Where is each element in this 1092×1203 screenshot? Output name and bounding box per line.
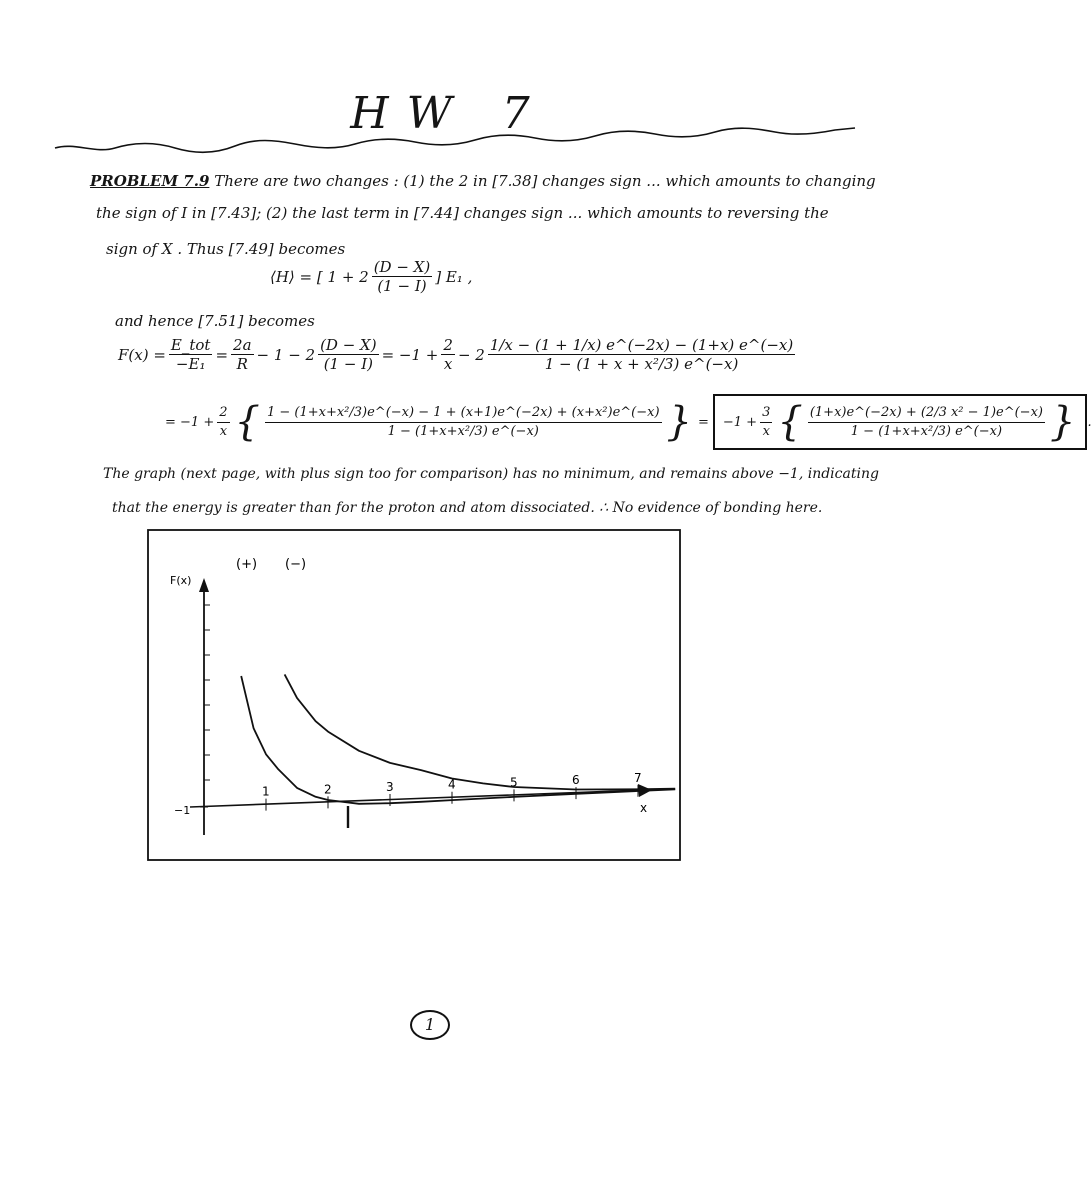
y-ticks	[200, 605, 210, 807]
eq-part: =	[215, 345, 229, 364]
paragraph-line: The graph (next page, with plus sign too for comparison) has no minimum, and remains above −1, indicating	[103, 466, 879, 482]
paragraph-line: the sign of I in [7.43]; (2) the last term in [7.44] changes sign ... which amounts to reversing the	[96, 204, 829, 222]
page-number: 1	[410, 1010, 450, 1040]
denominator: −E₁	[175, 355, 206, 373]
denominator: x	[443, 355, 453, 373]
curve-minus	[285, 674, 676, 789]
x-tick-label: 7	[634, 770, 642, 785]
curve-plus	[241, 676, 675, 804]
wavy-divider	[55, 120, 855, 160]
y-tick-label: −1	[174, 804, 191, 817]
left-brace: {	[234, 399, 260, 445]
numerator: 3	[760, 404, 772, 423]
x-tick-label: 3	[386, 780, 394, 795]
eq-part: =	[697, 414, 709, 430]
fraction	[372, 258, 433, 295]
fraction	[231, 336, 254, 373]
fraction	[441, 336, 455, 373]
paragraph-line	[90, 172, 876, 190]
numerator: (D − X)	[373, 258, 431, 276]
x-tick-label: 1	[262, 784, 270, 799]
curve-label-minus: (−)	[285, 557, 307, 572]
numerator: 2	[217, 404, 229, 423]
x-axis	[190, 790, 645, 807]
left-brace: {	[777, 399, 803, 445]
curve-label-plus: (+)	[236, 557, 258, 572]
denominator: (1 − I)	[377, 277, 427, 295]
eq-part: − 1 − 2	[256, 345, 316, 364]
page-title: HW 7	[350, 88, 548, 139]
eq-part: − 2	[457, 345, 485, 364]
paragraph-line: that the energy is greater than for the proton and atom dissociated. ∴ No evidence of bonding here.	[112, 500, 823, 516]
eq-part: = −1 +	[165, 414, 215, 430]
x-tick-label: 6	[572, 773, 580, 788]
y-axis-arrow	[199, 578, 209, 592]
right-brace: }	[1049, 399, 1076, 445]
eq-part: F(x) =	[118, 345, 166, 364]
eq-part: .	[1087, 414, 1092, 430]
fraction	[760, 404, 772, 441]
x-tick-label: 2	[324, 782, 332, 797]
fraction	[318, 336, 379, 373]
eq-part: = −1 +	[381, 345, 439, 364]
paragraph-text: There are two changes : (1) the 2 in [7.38] changes sign ... which amounts to changing	[214, 172, 876, 190]
graph-frame	[148, 530, 680, 860]
curves	[241, 674, 675, 803]
denominator: R	[236, 355, 248, 373]
equation-expectation-h	[270, 258, 472, 295]
fraction	[808, 404, 1045, 441]
denominator: x	[219, 423, 228, 439]
denominator: 1 − (1 + x + x²/3) e^(−x)	[544, 355, 739, 373]
y-axis-label: F(x)	[170, 574, 192, 587]
eq-part: −1 +	[722, 414, 758, 430]
numerator: 1/x − (1 + 1/x) e^(−2x) − (1+x) e^(−x)	[489, 336, 794, 354]
right-brace: }	[666, 399, 692, 445]
graph-figure	[140, 520, 690, 865]
paragraph-line: and hence [7.51] becomes	[115, 312, 315, 330]
fraction	[217, 404, 229, 441]
denominator: 1 − (1+x+x²/3) e^(−x)	[850, 423, 1003, 439]
denominator: x	[762, 423, 770, 439]
equation-f-of-x	[118, 336, 798, 373]
numerator: 2a	[233, 336, 252, 354]
numerator: E_tot	[170, 336, 211, 354]
fraction	[169, 336, 213, 373]
fraction	[488, 336, 795, 373]
denominator: (1 − I)	[323, 355, 373, 373]
x-tick-label: 5	[510, 775, 518, 790]
numerator: (D − X)	[320, 336, 377, 354]
equation-result	[165, 394, 1092, 450]
numerator: 2	[443, 336, 453, 354]
problem-label: PROBLEM 7.9	[90, 172, 210, 190]
x-ticks	[262, 771, 642, 811]
numerator: 1 − (1+x+x²/3)e^(−x) − 1 + (x+1)e^(−2x) + (x+x²)e^(−x)	[265, 404, 662, 423]
numerator: (1+x)e^(−2x) + (2/3 x² − 1)e^(−x)	[808, 404, 1045, 423]
fraction	[265, 404, 662, 441]
paragraph-line: sign of X . Thus [7.49] becomes	[106, 240, 346, 258]
x-axis-label: x	[640, 801, 648, 815]
x-tick-label: 4	[448, 777, 456, 792]
eq-part: ⟨H⟩ = [ 1 + 2	[270, 267, 369, 286]
eq-part: ] E₁ ,	[435, 267, 473, 286]
boxed-answer	[713, 394, 1088, 450]
denominator: 1 − (1+x+x²/3) e^(−x)	[387, 423, 539, 439]
